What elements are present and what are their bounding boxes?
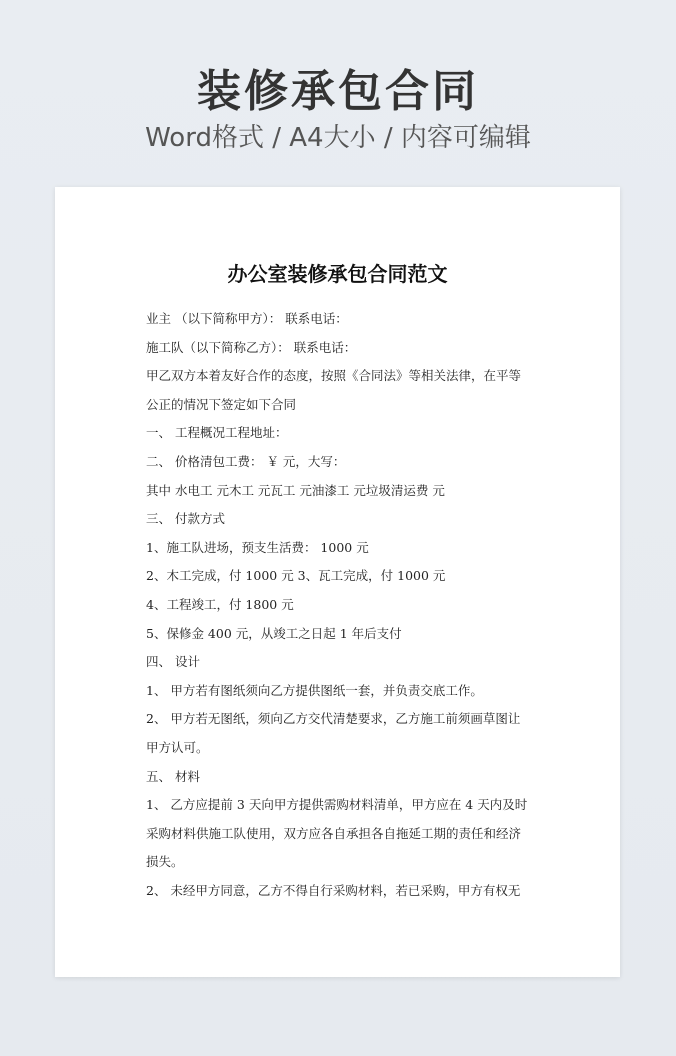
document-line: 甲乙双方本着友好合作的态度，按照《合同法》等相关法律，在平等 [146,368,522,384]
document-body [146,305,538,905]
document-line: 一、 工程概况工程地址： [146,425,288,441]
document-line: 其中 水电工 元木工 元瓦工 元油漆工 元垃圾清运费 元 [146,482,445,498]
document-page [55,187,620,977]
document-line: 二、 价格清包工费： ￥ 元，大写： [146,453,346,469]
banner-title: 装修承包合同 [197,66,479,117]
document-line: 五、 材料 [146,768,200,784]
document-line: 2、木工完成，付 1000 元 3、瓦工完成，付 1000 元 [146,568,446,584]
document-line: 采购材料供施工队使用，双方应各自承担各自拖延工期的责任和经济 [146,825,522,841]
document-line: 甲方认可。 [146,739,209,755]
document-line: 2、 甲方若无图纸，须向乙方交代清楚要求，乙方施工前须画草图让 [146,711,521,727]
document-line: 1、 乙方应提前 3 天向甲方提供需购材料清单，甲方应在 4 天内及时 [146,797,528,813]
document-line: 施工队（以下简称乙方）： 联系电话： [146,339,357,355]
document-line: 5、保修金 400 元，从竣工之日起 1 年后支付 [146,625,402,641]
document-line: 公正的情况下签定如下合同 [146,396,297,412]
banner-subtitle: Word格式 / A4大小 / 内容可编辑 [145,123,531,153]
document-line: 4、工程竣工，付 1800 元 [146,596,294,612]
document-line: 1、 甲方若有图纸须向乙方提供图纸一套，并负责交底工作。 [146,682,483,698]
document-line: 2、 未经甲方同意，乙方不得自行采购材料，若已采购，甲方有权无 [146,882,521,898]
document-line: 1、施工队进场，预支生活费： 1000 元 [146,539,369,555]
document-line: 四、 设计 [146,654,200,670]
document-title: 办公室装修承包合同范文 [227,262,448,286]
document-line: 业主 （以下简称甲方）： 联系电话： [146,311,348,326]
document-line: 三、 付款方式 [146,511,225,527]
document-line: 损失。 [146,854,184,870]
